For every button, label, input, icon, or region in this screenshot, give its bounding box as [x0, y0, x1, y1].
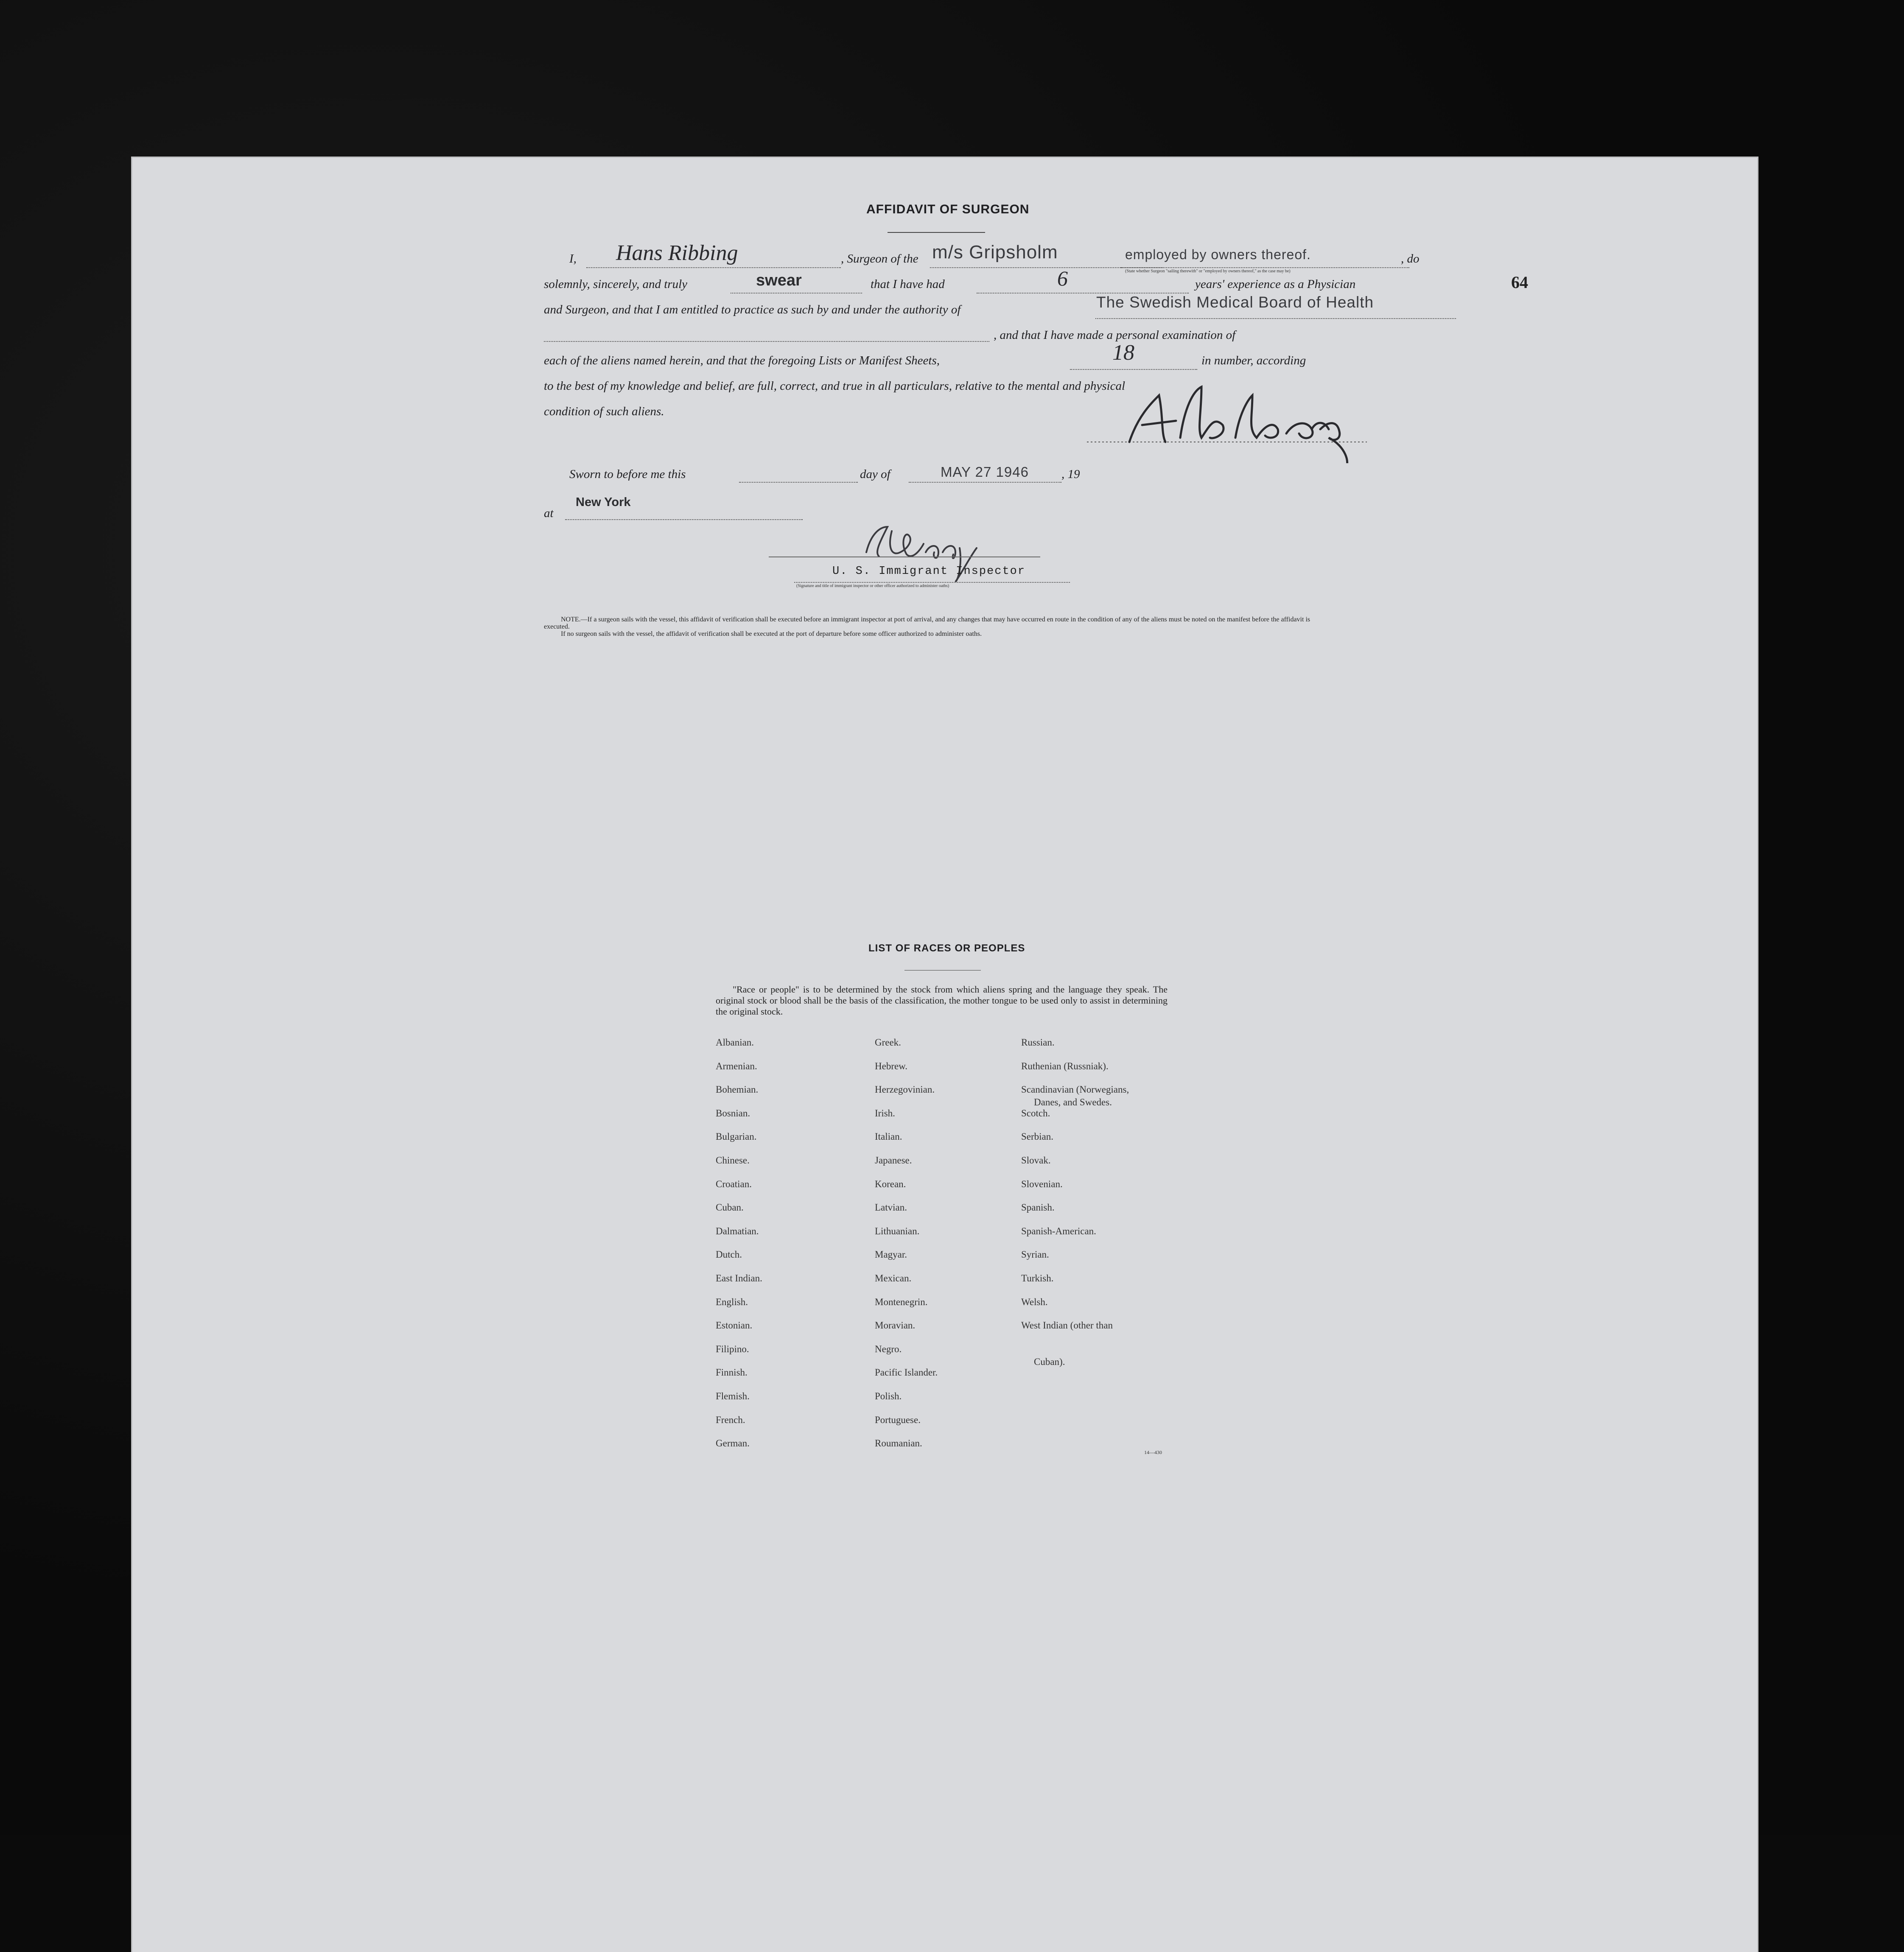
race-entry: Spanish-American.: [1021, 1225, 1096, 1236]
race-entry: Montenegrin.: [875, 1296, 928, 1307]
sworn-date-stamp: MAY 27 1946: [941, 464, 1029, 480]
race-entry: Roumanian.: [875, 1438, 922, 1449]
race-entry: Slovenian.: [1021, 1178, 1063, 1189]
race-entry: Polish.: [875, 1391, 902, 1401]
race-entry: Portuguese.: [875, 1414, 921, 1425]
race-entry: Dutch.: [716, 1249, 742, 1260]
affidavit-line5-end: in number, according: [1201, 354, 1306, 367]
employment-field-line: [1121, 267, 1409, 268]
race-entry: Negro.: [875, 1343, 902, 1354]
surgeon-signature: [1074, 378, 1380, 463]
race-entry: Mexican.: [875, 1273, 912, 1284]
inspector-title: U. S. Immigrant Inspector: [832, 565, 1026, 578]
sworn-day-line: [739, 482, 858, 483]
inspector-note: (Signature and title of immigrant inspector or other officer authorized to administer oaths): [796, 584, 949, 588]
surgeon-name-signature: Hans Ribbing: [616, 241, 738, 265]
race-entry: Lithuanian.: [875, 1225, 920, 1236]
race-entry: Moravian.: [875, 1320, 916, 1331]
place-stamp: New York: [576, 495, 631, 509]
race-entry: German.: [716, 1438, 750, 1449]
at-label: at: [544, 506, 554, 520]
race-entry: Scandinavian (Norwegians,: [1021, 1084, 1129, 1095]
place-field-line: [565, 519, 803, 520]
races-intro: "Race or people" is to be determined by the stock from which aliens spring and the language they speak. The original stock or blood shall be the basis of the classification, the mother tongue to be used only to assist in determining the original stock.: [716, 984, 1168, 1017]
race-entry: Armenian.: [716, 1060, 757, 1071]
inspector-title-line: [794, 582, 1070, 583]
race-entry: Finnish.: [716, 1367, 748, 1378]
race-entry: Albanian.: [716, 1037, 754, 1048]
affidavit-line3-pre: and Surgeon, and that I am entitled to practice as such by and under the authority of: [544, 303, 961, 316]
race-entry: French.: [716, 1414, 745, 1425]
affidavit-line1-pre: I,: [569, 252, 577, 266]
race-entry: Filipino.: [716, 1343, 749, 1354]
sworn-mid: day of: [860, 467, 890, 481]
document-page: [132, 158, 1757, 1952]
race-entry: Korean.: [875, 1178, 906, 1189]
authority-name: The Swedish Medical Board of Health: [1096, 294, 1374, 311]
authority-continuation-line: [544, 341, 989, 342]
race-entry: Ruthenian (Russniak).: [1021, 1060, 1109, 1071]
race-entry: Italian.: [875, 1131, 902, 1142]
races-title: LIST OF RACES OR PEOPLES: [868, 942, 1025, 954]
race-entry: Estonian.: [716, 1320, 753, 1331]
race-entry: Magyar.: [875, 1249, 907, 1260]
race-entry: Latvian.: [875, 1202, 907, 1213]
race-entry: Bosnian.: [716, 1107, 750, 1119]
race-entry: English.: [716, 1296, 748, 1307]
affidavit-line5-pre: each of the aliens named herein, and that the foregoing Lists or Manifest Sheets,: [544, 354, 940, 367]
race-entry: Scotch.: [1021, 1107, 1050, 1119]
years-value: 6: [1057, 266, 1068, 290]
race-entry: Hebrew.: [875, 1060, 908, 1071]
affidavit-note: [544, 616, 1337, 638]
race-entry: Flemish.: [716, 1391, 750, 1401]
affidavit-line2-mid: that I have had: [871, 277, 945, 291]
race-entry: West Indian (other than: [1021, 1320, 1113, 1331]
race-entry: Cuban).: [1034, 1356, 1065, 1367]
affidavit-line2-pre: solemnly, sincerely, and truly: [544, 277, 688, 291]
affidavit-title: AFFIDAVIT OF SURGEON: [866, 202, 1030, 216]
race-entry: Russian.: [1021, 1037, 1055, 1048]
race-entry: Cuban.: [716, 1202, 744, 1213]
race-entry: Dalmatian.: [716, 1225, 759, 1236]
employment-status: employed by owners thereof.: [1125, 247, 1311, 262]
affidavit-line1-mid: , Surgeon of the: [841, 252, 918, 266]
sworn-pre: Sworn to before me this: [569, 467, 686, 481]
race-entry: Slovak.: [1021, 1155, 1051, 1166]
race-entry: Welsh.: [1021, 1296, 1048, 1307]
note-paragraph-2: If no surgeon sails with the vessel, the affidavit of verification shall be executed at the port of departure before some officer authorized to administer oaths.: [561, 630, 982, 638]
race-entry: Herzegovinian.: [875, 1084, 935, 1095]
sworn-end: , 19: [1061, 467, 1080, 481]
race-entry: Chinese.: [716, 1155, 750, 1166]
page-number: 64: [1511, 273, 1528, 292]
employment-note: (State whether Surgeon "sailing therewith" or "employed by owners thereof," as the case may be): [1125, 269, 1291, 274]
race-entry: Bohemian.: [716, 1084, 759, 1095]
race-entry: Turkish.: [1021, 1273, 1054, 1284]
race-entry: East Indian.: [716, 1273, 762, 1284]
oath-field-line: [731, 293, 862, 294]
authority-field-line: [1095, 318, 1456, 319]
vessel-name: m/s Gripsholm: [932, 242, 1058, 263]
sworn-date-line: [909, 482, 1061, 483]
race-entry: Greek.: [875, 1037, 901, 1048]
race-entry: Japanese.: [875, 1155, 912, 1166]
race-entry: Irish.: [875, 1107, 895, 1119]
race-entry: Spanish.: [1021, 1202, 1055, 1213]
sheets-field-line: [1070, 369, 1197, 370]
race-entry: Danes, and Swedes.: [1034, 1097, 1112, 1108]
title-underline: [888, 232, 985, 233]
affidavit-line1-end: , do: [1401, 252, 1420, 266]
race-entry: Bulgarian.: [716, 1131, 757, 1142]
affidavit-line6: to the best of my knowledge and belief, are full, correct, and true in all particulars, relative to the mental and physical: [544, 379, 1126, 393]
form-number: 14—430: [1144, 1449, 1162, 1455]
affidavit-line7: condition of such aliens.: [544, 405, 664, 418]
race-entry: Syrian.: [1021, 1249, 1049, 1260]
race-entry: Croatian.: [716, 1178, 752, 1189]
affidavit-line2-end: years' experience as a Physician: [1195, 277, 1356, 291]
name-field-line: [586, 267, 841, 268]
note-paragraph-1: NOTE.—If a surgeon sails with the vessel, this affidavit of verification shall be executed before an immigrant inspector at port of arrival, and any changes that may have occurred en route in the condition of any of the aliens must be noted on the manifest before the affidavit is executed.: [544, 616, 1310, 630]
race-entry: Pacific Islander.: [875, 1367, 938, 1378]
affidavit-line4: , and that I have made a personal examination of: [994, 328, 1236, 342]
oath-word: swear: [756, 271, 802, 289]
race-entry: Serbian.: [1021, 1131, 1054, 1142]
sheets-count: 18: [1112, 341, 1134, 365]
